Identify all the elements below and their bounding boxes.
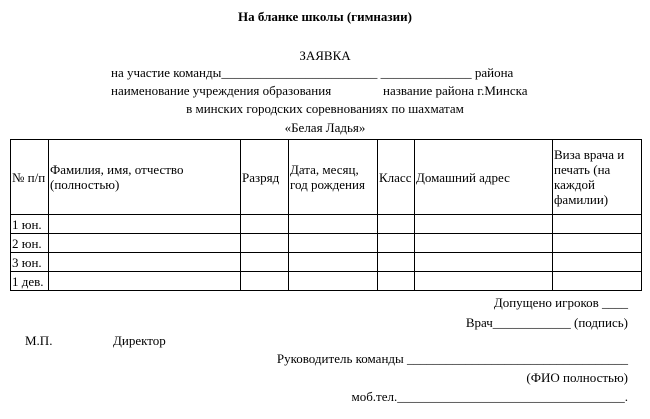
cell-birth-date[interactable]	[289, 253, 378, 272]
district-blank: ______________	[380, 65, 472, 80]
cell-address[interactable]	[415, 215, 553, 234]
column-header-rank: Разряд	[241, 140, 289, 215]
row-number: 3 юн.	[11, 253, 49, 272]
cell-full-name[interactable]	[49, 253, 241, 272]
letterhead: На бланке школы (гимназии)	[238, 9, 412, 24]
cell-doctor-visa[interactable]	[553, 234, 642, 253]
cell-birth-date[interactable]	[289, 272, 378, 291]
table-row	[11, 215, 642, 234]
cell-birth-date[interactable]	[289, 215, 378, 234]
cell-grade[interactable]	[378, 234, 415, 253]
table-row	[11, 272, 642, 291]
column-header-doctor-visa: Виза врача и печать (на каждой фамилии)	[553, 140, 642, 215]
column-header-number: № п/п	[11, 140, 49, 215]
row-number: 1 юн.	[11, 215, 49, 234]
cell-address[interactable]	[415, 253, 553, 272]
cell-full-name[interactable]	[49, 215, 241, 234]
players-admitted: Допущено игроков ____	[493, 295, 628, 310]
doctor-signature: Врач____________ (подпись)	[465, 315, 628, 330]
cell-grade[interactable]	[378, 253, 415, 272]
team-line	[111, 65, 513, 81]
district-caption: название района г.Минска	[383, 83, 528, 98]
competition-line: в минских городских соревнованиях по шахматам	[186, 101, 464, 116]
application-table	[10, 139, 642, 291]
table-header-row	[11, 140, 642, 215]
table-row	[11, 253, 642, 272]
cell-full-name[interactable]	[49, 272, 241, 291]
column-header-grade: Класс	[378, 140, 415, 215]
mobile-phone-line: моб.тел.___________________________________.	[351, 389, 628, 404]
column-header-full-name: Фамилия, имя, отчество (полностью)	[49, 140, 241, 215]
cell-address[interactable]	[415, 272, 553, 291]
full-name-hint: (ФИО полностью)	[526, 370, 628, 385]
team-line-suffix: района	[474, 65, 514, 80]
row-number: 2 юн.	[11, 234, 49, 253]
cell-full-name[interactable]	[49, 234, 241, 253]
cell-doctor-visa[interactable]	[553, 253, 642, 272]
tournament-name: «Белая Ладья»	[284, 120, 366, 135]
cell-rank[interactable]	[241, 234, 289, 253]
cell-grade[interactable]	[378, 215, 415, 234]
cell-rank[interactable]	[241, 215, 289, 234]
cell-rank[interactable]	[241, 253, 289, 272]
cell-doctor-visa[interactable]	[553, 215, 642, 234]
team-line-prefix: на участие команды	[111, 65, 222, 80]
document-title: ЗАЯВКА	[299, 48, 351, 63]
institution-caption: наименование учреждения образования	[111, 83, 332, 98]
director-label: Директор	[113, 333, 166, 348]
cell-doctor-visa[interactable]	[553, 272, 642, 291]
row-number: 1 дев.	[11, 272, 49, 291]
cell-grade[interactable]	[378, 272, 415, 291]
table-row	[11, 234, 642, 253]
seal-mark: М.П.	[25, 333, 53, 348]
column-header-address: Домашний адрес	[415, 140, 553, 215]
team-leader-line: Руководитель команды __________________________________	[276, 351, 628, 366]
cell-rank[interactable]	[241, 272, 289, 291]
column-header-birth-date: Дата, месяц, год рождения	[289, 140, 378, 215]
cell-birth-date[interactable]	[289, 234, 378, 253]
institution-blank: ________________________	[221, 65, 378, 80]
cell-address[interactable]	[415, 234, 553, 253]
